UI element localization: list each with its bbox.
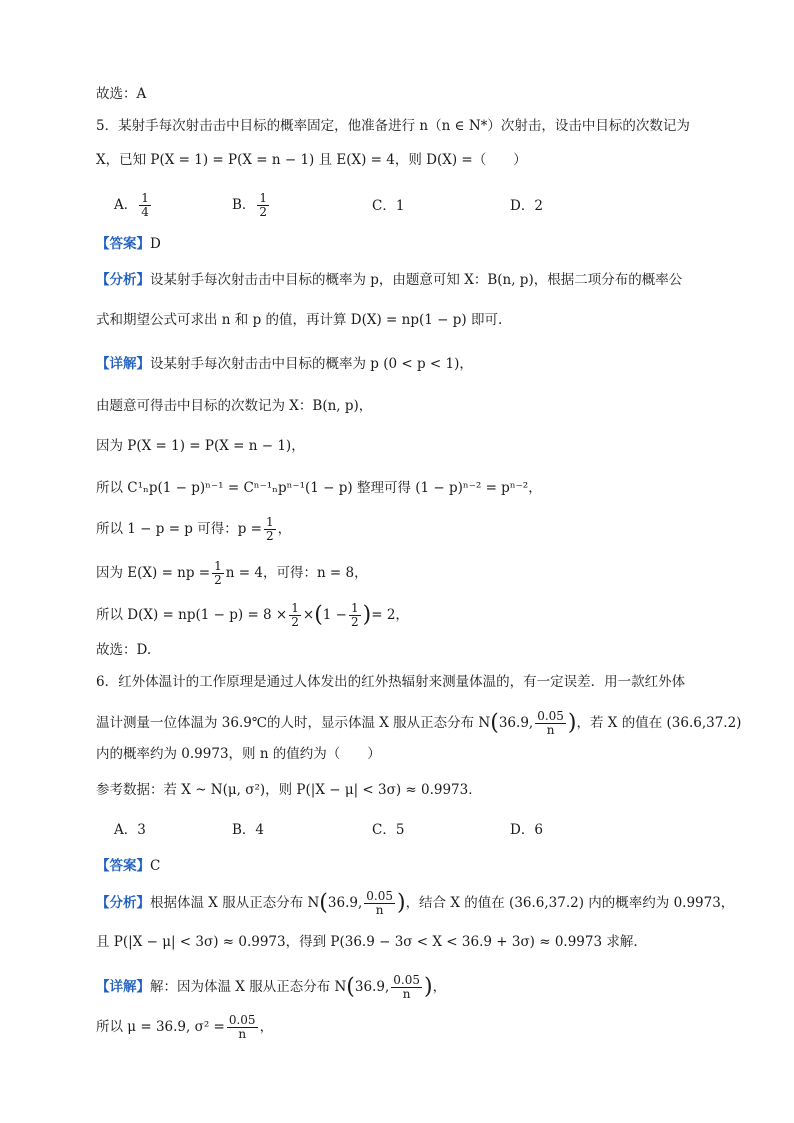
q5-detail-line-5: 所以 1 − p = p 可得：p = $\frac{1}{2}$ ， bbox=[96, 515, 292, 543]
q5-detail-line-2: 由题意可得击中目标的次数记为 X：B(n, p)， bbox=[96, 398, 373, 414]
q5-detail-line-1: 【详解】设某射手每次射击击中目标的概率为 p (0 < p < 1)， bbox=[96, 356, 473, 372]
q5-stem-line-2: X，已知 P(X = 1) = P(X = n − 1) 且 E(X) = 4，则 D(X) =（ ） bbox=[96, 152, 527, 168]
q5-option-b bbox=[232, 192, 271, 219]
fraction: $\frac{1}{2}$ bbox=[291, 601, 299, 629]
q6-option-c: C．5 bbox=[372, 822, 405, 838]
q6-option-b: B．4 bbox=[232, 822, 265, 838]
q6-answer bbox=[96, 856, 160, 876]
fraction: $\frac{1}{2}$ bbox=[351, 601, 359, 629]
q6-reference-data: 参考数据：若 X ~ N(μ, σ²)，则 P(|X − μ| < 3σ) ≈ 0.9973． bbox=[96, 782, 482, 798]
option-label: B． bbox=[232, 197, 256, 213]
q6-option-d: D．6 bbox=[510, 822, 543, 838]
answer-tag: 【答案】 bbox=[96, 236, 150, 252]
fraction: $\frac{1}{2}$ bbox=[266, 515, 274, 543]
fraction: $\frac{0.05}{n}$ bbox=[537, 709, 564, 737]
detail-tag: 【详解】 bbox=[96, 356, 150, 372]
q6-stem-line-1: 6．红外体温计的工作原理是通过人体发出的红外热辐射来测量体温的，有一定误差．用一款红外体 bbox=[96, 674, 686, 690]
q5-detail-line-6: 因为 E(X) = np = $\frac{1}{2}$ n = 4，可得：n = 8， bbox=[96, 559, 368, 587]
q5-analysis-line-2: 式和期望公式可求出 n 和 p 的值，再计算 D(X) = np(1 − p) 即可. bbox=[96, 312, 503, 328]
q5-detail-line-4: 所以 C¹ₙp(1 − p)ⁿ⁻¹ = Cⁿ⁻¹ₙpⁿ⁻¹(1 − p) 整理可得 (1 − p)ⁿ⁻² = pⁿ⁻²， bbox=[96, 480, 542, 496]
answer-value: D bbox=[150, 236, 161, 252]
fraction: $\frac{0.05}{n}$ bbox=[366, 889, 393, 917]
fraction: $\frac{1}{4}$ bbox=[141, 191, 149, 219]
fraction: $\frac{1}{2}$ bbox=[259, 191, 268, 219]
q6-analysis-line-2: 且 P(|X − μ| < 3σ) ≈ 0.9973，得到 P(36.9 − 3σ < X < 36.9 + 3σ) ≈ 0.9973 求解. bbox=[96, 934, 638, 950]
q6-analysis-line-1: 【分析】根据体温 X 服从正态分布 N(36.9, $\frac{0.05}{n}$ )，结合 X 的值在 (36.6,37.2) 内的概率约为 0.9973， bbox=[96, 889, 735, 917]
q5-detail-line-3: 因为 P(X = 1) = P(X = n − 1)， bbox=[96, 438, 305, 454]
fraction: $\frac{1}{2}$ bbox=[214, 559, 222, 587]
analysis-tag: 【分析】 bbox=[96, 895, 150, 911]
q5-end-line: 故选：D. bbox=[96, 642, 152, 658]
previous-answer-line: 故选：A bbox=[96, 86, 147, 102]
q5-option-d: D．2 bbox=[510, 198, 543, 214]
fraction: $\frac{0.05}{n}$ bbox=[393, 973, 420, 1001]
q5-option-c: C．1 bbox=[372, 198, 405, 214]
q6-stem-line-3: 内的概率约为 0.9973，则 n 的值约为（ ） bbox=[96, 746, 381, 762]
q5-answer bbox=[96, 234, 161, 254]
q5-analysis-line-1: 【分析】设某射手每次射击击中目标的概率为 p，由题意可知 X：B(n, p)，根据二项分布的概率公 bbox=[96, 272, 683, 288]
option-label: A． bbox=[114, 197, 138, 213]
q5-stem-line-1: 5．某射手每次射击击中目标的概率固定，他准备进行 n（n ∈ N*）次射击，设击中目标的次数记为 bbox=[96, 118, 690, 134]
answer-value: C bbox=[150, 858, 161, 874]
q5-option-a bbox=[114, 192, 153, 219]
q5-detail-line-7: 所以 D(X) = np(1 − p) = 8 × $\frac{1}{2}$ ×(1 − $\frac{1}{2}$ )= 2， bbox=[96, 601, 409, 629]
fraction: $\frac{0.05}{n}$ bbox=[228, 1013, 256, 1041]
q6-option-a: A．3 bbox=[114, 822, 146, 838]
analysis-tag: 【分析】 bbox=[96, 272, 150, 288]
detail-tag: 【详解】 bbox=[96, 979, 150, 995]
q6-detail-line-1: 【详解】解：因为体温 X 服从正态分布 N(36.9, $\frac{0.05}{n}$ )， bbox=[96, 973, 447, 1001]
q6-detail-line-2: 所以 μ = 36.9, σ² = $\frac{0.05}{n}$ ， bbox=[96, 1013, 274, 1041]
answer-tag: 【答案】 bbox=[96, 858, 150, 874]
q6-stem-line-2: 温计测量一位体温为 36.9℃的人时，显示体温 X 服从正态分布 N(36.9, $\frac{0.05}{n}$ )，若 X 的值在 (36.6,37.2) bbox=[96, 709, 742, 737]
